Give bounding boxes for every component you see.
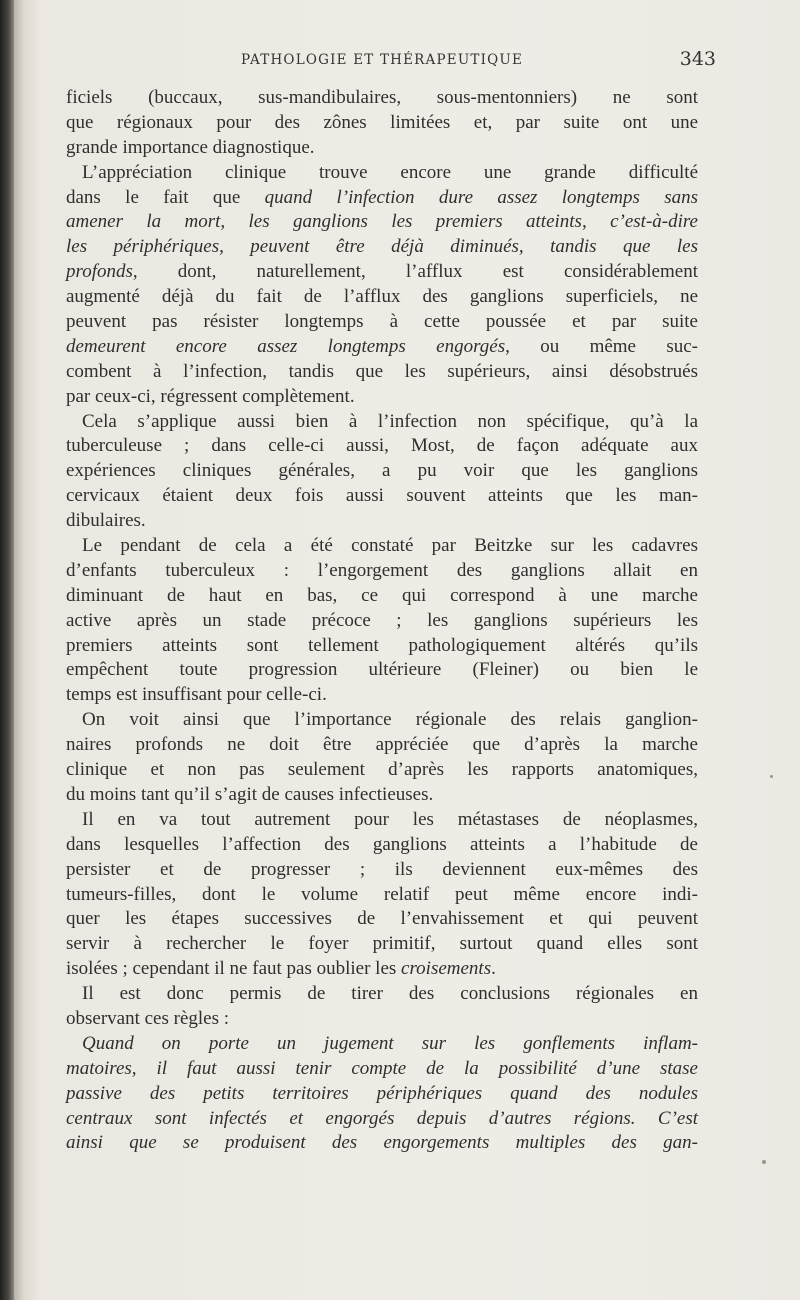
italic-segment: profonds xyxy=(66,261,133,283)
text-line: L’appréciation clinique trouve encore une grande difficulté xyxy=(82,161,698,183)
text-line: dibulaires. xyxy=(66,510,146,532)
text-segment: . xyxy=(491,958,496,980)
paper-speck xyxy=(770,775,773,778)
text-line: Le pendant de cela a été constaté par Beitzke sur les cadavres xyxy=(82,535,698,557)
page-header xyxy=(66,48,716,72)
italic-segment: demeurent encore assez longtemps engorgés xyxy=(66,335,506,357)
text-line: par ceux-ci, régressent complètement. xyxy=(66,385,355,407)
text-line: quer les étapes successives de l’envahissement et qui peuvent xyxy=(66,908,698,930)
text-line: amener la mort, les ganglions les premiers atteints, c’est-à-dire xyxy=(66,211,698,233)
text-line: tuberculeuse ; dans celle-ci aussi, Most, de façon adéquate aux xyxy=(66,435,698,457)
text-line: Quand on porte un jugement sur les gonflements inflam- xyxy=(82,1032,698,1054)
text-line xyxy=(66,335,698,360)
text-line: expériences cliniques générales, a pu voir que les ganglions xyxy=(66,460,698,482)
text-line: naires profonds ne doit être appréciée que d’après la marche xyxy=(66,734,698,756)
text-line: grande importance diagnostique. xyxy=(66,136,315,158)
text-line: passive des petits territoires périphériques quand des nodules xyxy=(66,1082,698,1104)
text-line: cervicaux étaient deux fois aussi souvent atteints que les man- xyxy=(66,485,698,507)
text-segment: dans le fait que xyxy=(66,186,265,208)
text-line: temps est insuffisant pour celle-ci. xyxy=(66,684,327,706)
text-line: observant ces règles : xyxy=(66,1007,230,1029)
text-line: d’enfants tuberculeux : l’engorgement des ganglions allait en xyxy=(66,559,698,581)
text-line: dans lesquelles l’affection des ganglions atteints a l’habitude de xyxy=(66,833,698,855)
text-line xyxy=(66,260,698,285)
text-segment: isolées ; cependant il ne faut pas oublier les xyxy=(66,958,402,980)
page-number: 343 xyxy=(679,48,716,70)
text-line: centraux sont infectés et engorgés depuis d’autres régions. C’est xyxy=(66,1107,698,1129)
paper-speck xyxy=(762,1160,766,1164)
text-line: diminuant de haut en bas, ce qui correspond à une marche xyxy=(66,584,698,606)
text-line: premiers atteints sont tellement pathologiquement altérés qu’ils xyxy=(66,634,698,656)
running-title: PATHOLOGIE ET THÉRAPEUTIQUE xyxy=(241,52,524,68)
text-line: ainsi que se produisent des engorgements multiples des gan- xyxy=(66,1132,698,1154)
text-line: Il en va tout autrement pour les métastases de néoplasmes, xyxy=(82,808,698,830)
text-line: Cela s’applique aussi bien à l’infection non spécifique, qu’à la xyxy=(82,410,698,432)
italic-segment: croisements xyxy=(401,958,492,980)
text-line: empêchent toute progression ultérieure (Fleiner) ou bien le xyxy=(66,659,698,681)
text-line: combent à l’infection, tandis que les supérieurs, ainsi désobstrués xyxy=(66,360,698,382)
text-line: du moins tant qu’il s’agit de causes infectieuses. xyxy=(66,783,434,805)
text-line: Il est donc permis de tirer des conclusions régionales en xyxy=(82,983,698,1005)
text-line: que régionaux pour des zônes limitées et, par suite ont une xyxy=(66,111,698,133)
text-line: On voit ainsi que l’importance régionale des relais ganglion- xyxy=(82,709,698,731)
text-line xyxy=(66,957,698,982)
text-line: les périphériques, peuvent être déjà diminués, tandis que les xyxy=(66,236,698,258)
text-segment: , dont, naturellement, l’afflux est considérablement xyxy=(132,261,698,283)
text-line: peuvent pas résister longtemps à cette poussée et par suite xyxy=(66,311,698,333)
text-line: ficiels (buccaux, sus-mandibulaires, sous-mentonniers) ne sont xyxy=(66,87,698,108)
text-line: augmenté déjà du fait de l’afflux des ganglions superficiels, ne xyxy=(66,286,698,308)
text-line xyxy=(66,186,698,211)
italic-segment: quand l’infection dure assez longtemps sans xyxy=(264,186,699,208)
text-line: matoires, il faut aussi tenir compte de la possibilité d’une stase xyxy=(66,1057,698,1079)
text-line: active après un stade précoce ; les ganglions supérieurs les xyxy=(66,609,698,631)
book-spine-shadow xyxy=(0,0,14,1300)
body-text xyxy=(66,86,698,1156)
text-line: tumeurs-filles, dont le volume relatif peut même encore indi- xyxy=(66,883,698,905)
text-line: persister et de progresser ; ils deviennent eux-mêmes des xyxy=(66,858,698,880)
text-segment: , ou même suc- xyxy=(505,335,698,357)
text-line: clinique et non pas seulement d’après les rapports anatomiques, xyxy=(66,759,698,781)
text-line: servir à rechercher le foyer primitif, surtout quand elles sont xyxy=(66,933,698,955)
